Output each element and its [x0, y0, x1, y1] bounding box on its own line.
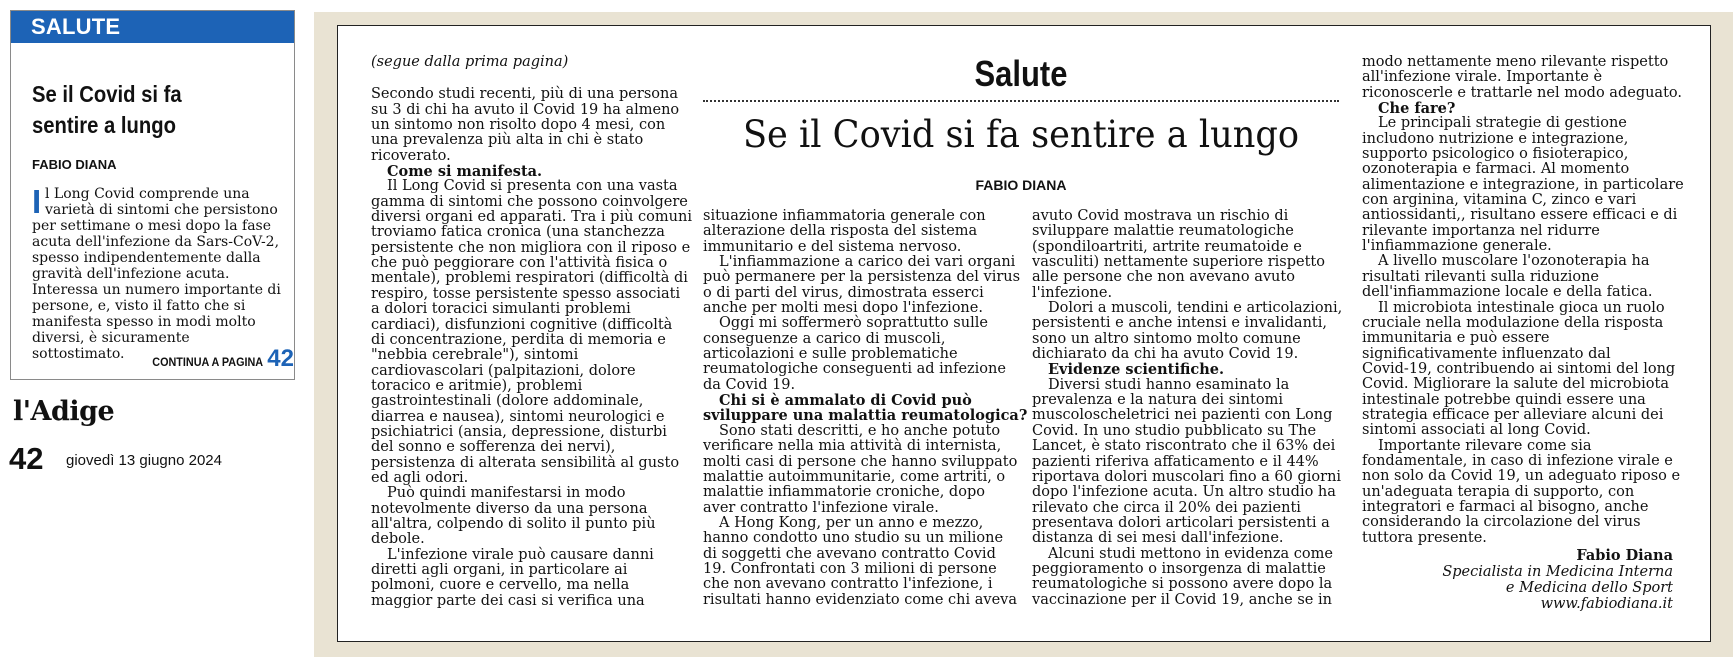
article-text-line: pazienti riferiva affaticamento e il 44%	[1032, 453, 1319, 470]
article-text-line: articolazioni e sulle problematiche	[703, 346, 958, 363]
article-text-line: significativamente influenzato dal	[1362, 345, 1611, 362]
article-text-line: Covid. In uno studio pubblicato su The	[1032, 422, 1317, 439]
article-text-line: molti casi di persone che hanno sviluppato	[703, 453, 1018, 470]
article-text-line: può permanere per la persistenza del virus	[703, 269, 1021, 286]
article-text-line: l'infezione.	[1032, 284, 1113, 301]
teaser-author: FABIO DIANA	[32, 157, 117, 172]
signature-role: Specialista in Medicina Interna	[1442, 564, 1673, 580]
article-text-line: modo nettamente meno rilevante rispetto	[1362, 54, 1669, 70]
signature-website[interactable]: www.fabiodiana.it	[1540, 596, 1673, 612]
article-text-line: riconoscerle e trattarle nel modo adeguato.	[1362, 84, 1682, 101]
article-text-line: risultati hanno evidenziato come chi aveva	[703, 591, 1017, 608]
article-text-line: diarrea e nausea), sintomi neurologici e	[371, 408, 665, 425]
article-text-line: di concentrazione, perdita di memoria e	[371, 331, 666, 348]
article-text-line: sono un altro sintomo molto comune	[1032, 330, 1301, 347]
article-text-line: vasculiti) nettamente superiore rispetto	[1032, 254, 1325, 271]
article-author: FABIO DIANA	[975, 177, 1067, 193]
article-text-line: gamma di sintomi che possono coinvolgere	[371, 193, 688, 210]
article-text-line: rilevato che circa il 20% dei pazienti	[1032, 499, 1301, 516]
article-text-line: anche per molti mesi dopo l'infezione.	[703, 300, 983, 317]
article-text-line: che può peggiorare con l'attività fisica o	[371, 255, 668, 272]
article-text-line: A Hong Kong, per un anno e mezzo,	[719, 514, 984, 531]
article-subheading-line: sviluppare una malattia reumatologica?	[703, 407, 1028, 425]
article-text-line: Alcuni studi mettono in evidenza come	[1048, 545, 1333, 562]
article-text-line: diversi organi ed apparati. Tra i più comuni	[371, 209, 692, 226]
article-text-line: (spondiloartriti, artrite reumatoide e	[1032, 238, 1302, 255]
article-text-line: alterazione della risposta del sistema	[703, 223, 978, 240]
article-text-line: polmoni, cuore e cervello, ma nella	[371, 577, 630, 594]
article-text-line: all'altra, colpendo di solito il punto più	[371, 515, 656, 532]
article-text-line: hanno condotto uno studio su un milione	[703, 530, 1004, 547]
page-number: 42	[9, 441, 44, 476]
article-text-line: troviamo fatica cronica (una stanchezza	[371, 224, 665, 241]
teaser-box	[10, 10, 295, 380]
article-text-line: sviluppare malattie reumatologiche	[1032, 223, 1294, 240]
article-text-line: una prevalenza più alta in chi è stato	[371, 132, 644, 149]
article-title: Se il Covid si fa sentire a lungo	[742, 113, 1300, 156]
article-text-line: da Covid 19.	[703, 376, 796, 393]
article-column-1	[371, 55, 692, 609]
article-text-line: Importante rilevare come sia	[1378, 437, 1592, 454]
article-text-line: 19. Confrontati con 3 milioni di persone	[703, 560, 997, 577]
article-text-line: dopo l'infezione acuta. Un altro studio ha	[1032, 484, 1336, 501]
article-text-line: che non avevano contratto l'infezione, i	[703, 576, 993, 593]
teaser-section-label: SALUTE	[11, 11, 294, 43]
article-text-line: Il microbiota intestinale gioca un ruolo	[1378, 299, 1665, 316]
article-text-line: supporto psicologico o fisioterapico,	[1362, 146, 1629, 163]
teaser-text-line: spesso indipendentemente dalla	[32, 250, 261, 266]
article-text-line: persistente che non migliora con il riposo e	[371, 239, 691, 256]
article-text-line: malattie infiammatorie croniche, dopo	[703, 484, 985, 501]
article-text-line: verificare nella mia attività di internista,	[703, 438, 1002, 455]
article-subheading-line: Evidenze scientifiche.	[1048, 361, 1225, 379]
article-text-line: rilevante importanza nel ridurre	[1362, 222, 1600, 239]
article-text-line: cardiaci), disfunzioni cognitive (difficoltà	[371, 316, 673, 333]
article-text-line: presentava dolori articolari persistenti a	[1032, 514, 1330, 531]
article-text-line: situazione infiammatoria generale con	[703, 208, 986, 224]
article-subheading-line: Chi si è ammalato di Covid può	[719, 392, 972, 410]
article-text-line: Dolori a muscoli, tendini e articolazioni,	[1048, 300, 1343, 317]
article-column-4	[1362, 55, 1684, 546]
teaser-title-line: Se il Covid si fa	[32, 81, 182, 107]
article-text-line: aver contratto l'infezione virale.	[703, 499, 939, 516]
article-text-line: notevolmente diverso da una persona	[371, 500, 648, 517]
article-text-line: A livello muscolare l'ozonoterapia ha	[1378, 253, 1650, 270]
article-text-line: reumatologiche si possono avere dopo la	[1032, 576, 1333, 593]
article-text-line: Le principali strategie di gestione	[1378, 115, 1627, 132]
newspaper-masthead: l'Adige	[13, 396, 115, 427]
teaser-dropcap: I	[32, 183, 42, 220]
teaser-text-line: acuta dell'infezione da Sars-CoV-2,	[32, 234, 280, 250]
continue-label: CONTINUA A PAGINA	[152, 355, 264, 369]
article-text-line: tuttora presente.	[1362, 529, 1487, 546]
article-text-line: a dolori toracici simulanti problemi	[371, 301, 631, 318]
article-text-line: risultati rilevanti sulla riduzione	[1362, 268, 1599, 285]
teaser-summary	[32, 183, 281, 362]
article-text-line: ed agli odori.	[371, 469, 469, 486]
article-text-line: antiossidanti,, risultano essere efficaci e di	[1362, 207, 1678, 224]
article-text-line: persistenza di alterata sensibilità al gusto	[371, 454, 680, 471]
article-subheading-line: Che fare?	[1378, 100, 1456, 118]
teaser-text-line: manifesta spesso in modi molto	[32, 314, 256, 330]
article-text-line: all'infezione virale. Importante è	[1362, 69, 1603, 86]
article-text-line: Il Long Covid si presenta con una vasta	[387, 178, 678, 195]
teaser-title[interactable]	[32, 79, 245, 141]
article-text-line: di soggetti che avevano contratto Covid	[703, 545, 996, 562]
article-column-2	[703, 209, 1027, 608]
article-text-line: sintomi associati al long Covid.	[1362, 422, 1591, 439]
article-text-line: intestinale potrebbe quindi essere una	[1362, 391, 1646, 408]
teaser-text-line: diversi, è sicuramente	[32, 330, 190, 346]
article-text-line: Diversi studi hanno esaminato la	[1048, 376, 1290, 393]
dotted-divider	[703, 100, 1339, 102]
article-text-line: Oggi mi soffermerò soprattutto sulle	[719, 315, 988, 332]
article-text-line: Covid. Migliorare la salute del microbiota	[1362, 376, 1669, 393]
teaser-text-line: l Long Covid comprende una	[45, 186, 250, 202]
article-text-line: respiro, tosse persistente spesso associati	[371, 285, 681, 302]
signature-role: e Medicina dello Sport	[1505, 580, 1673, 596]
article-text-line: dell'infiammazione locale e della fatica.	[1362, 284, 1653, 301]
article-text-line: gastrointestinali (dolore addominale,	[371, 393, 644, 410]
article-subheading-line: Come si manifesta.	[387, 163, 543, 181]
article-text-line: mentale), problemi respiratori (difficoltà di	[371, 270, 688, 287]
article-text-line: debole.	[371, 531, 425, 548]
article-text-line: Lancet, è stato riscontrato che il 63% dei	[1032, 438, 1336, 455]
author-signature	[1362, 548, 1673, 612]
article-text-line: "nebbia cerebrale"), sintomi	[371, 347, 579, 364]
teaser-text-line: gravità dell'infezione acuta.	[32, 266, 230, 282]
teaser-text-line: Interessa un numero importante di	[32, 282, 281, 298]
article-text-line: immunitario e del sistema nervoso.	[703, 238, 962, 255]
article-text-line: riportava dolori muscolari fino a 60 giorni	[1032, 468, 1342, 485]
article-text-line: del sonno e sofferenza dei nervi),	[371, 439, 616, 456]
signature-name: Fabio Diana	[1576, 547, 1673, 564]
article-text-line: conseguenze a carico di muscoli,	[703, 330, 946, 347]
article-text-line: includono nutrizione e integrazione,	[1362, 130, 1629, 147]
article-column-3	[1032, 209, 1342, 608]
article-text-line: distanza di sei mesi dall'infezione.	[1032, 530, 1284, 547]
article-text-line: vaccinazione per il Covid 19, anche se in	[1032, 591, 1332, 608]
article-text-line: peggioramento o insorgenza di malattie	[1032, 560, 1326, 577]
article-text-line: diretti agli organi, in particolare ai	[371, 562, 628, 578]
article-text-line: integratori e farmaci al bisogno, anche	[1362, 498, 1649, 515]
article-text-line: o di parti del virus, dimostrata esserci	[703, 284, 984, 301]
continue-page-number: 42	[267, 345, 294, 372]
article-text-line: L'infezione virale può causare danni	[387, 546, 654, 563]
article-text-line: muscoloscheletrici nei pazienti con Long	[1032, 407, 1333, 424]
article-text-line: L'infiammazione a carico dei vari organi	[719, 254, 1016, 271]
article-text-line: reumatologiche conseguenti ad infezione	[703, 361, 1006, 378]
teaser-text-line: per settimane o mesi dopo la fase	[32, 218, 272, 234]
article-text-line: su 3 di chi ha avuto il Covid 19 ha almeno	[371, 101, 680, 118]
article-text-line: cardiovascolari (palpitazioni, dolore	[371, 362, 636, 379]
segue-note: (segue dalla prima pagina)	[371, 54, 569, 70]
article-text-line: cruciale nella modulazione della risposta	[1362, 314, 1664, 331]
teaser-text-line: varietà di sintomi che persistono	[45, 202, 278, 218]
article-text-line: toracico e aritmie), problemi	[371, 377, 583, 394]
article-text-line: Sono stati descritti, e ho anche potuto	[719, 422, 1001, 439]
teaser-title-line: sentire a lungo	[32, 112, 176, 138]
article-text-line: persistenti e anche intensi e invalidanti,	[1032, 315, 1327, 332]
article-text-line: Può quindi manifestarsi in modo	[387, 485, 626, 502]
article-text-line: ricoverato.	[371, 147, 451, 164]
article-text-line: ozonoterapia e farmaci. Al momento	[1362, 161, 1630, 178]
article-text-line: dichiarato da chi ha avuto Covid 19.	[1032, 346, 1299, 363]
article-text-line: Secondo studi recenti, più di una persona	[371, 86, 678, 103]
article-text-line: l'infiammazione generale.	[1362, 238, 1552, 255]
article-text-line: fondamentale, in caso di infezione virale e	[1362, 452, 1673, 469]
article-text-line: immunitaria e può essere	[1362, 330, 1550, 347]
article-text-line: alimentazione e integrazione, in particolare	[1362, 176, 1684, 193]
article-text-line: alle persone che non avevano avuto	[1032, 269, 1295, 286]
article-text-line: prevalenza e la natura dei sintomi	[1032, 392, 1283, 409]
continue-link[interactable]	[140, 347, 294, 371]
page-date: giovedì 13 giugno 2024	[66, 452, 222, 469]
article-text-line: psichiatrici (ansia, depressione, disturbi	[371, 423, 667, 440]
article-section-heading: Salute	[974, 53, 1068, 94]
article-text-line: malattie autoimmunitarie, come artriti, o	[703, 468, 1006, 485]
teaser-text-line: sottostimato.	[32, 346, 125, 362]
teaser-text-line: persone, e, visto il fatto che si	[32, 298, 246, 314]
article-text-line: con arginina, vitamina C, zinco e vari	[1362, 192, 1637, 209]
article-text-line: considerando la circolazione del virus	[1362, 514, 1641, 531]
article-text-line: strategia efficace per alleviare alcuni dei	[1362, 406, 1664, 423]
article-text-line: avuto Covid mostrava un rischio di	[1032, 208, 1289, 224]
article-text-line: un sintomo non risolto dopo 4 mesi, con	[371, 117, 666, 134]
article-text-line: Covid-19, contribuendo ai sintomi del long	[1362, 360, 1676, 377]
article-text-line: maggior parte dei casi si verifica una	[371, 592, 645, 609]
article-text-line: non solo da Covid 19, un adeguato riposo e	[1362, 468, 1681, 485]
article-text-line: un'adeguata terapia di supporto, con	[1362, 483, 1635, 500]
